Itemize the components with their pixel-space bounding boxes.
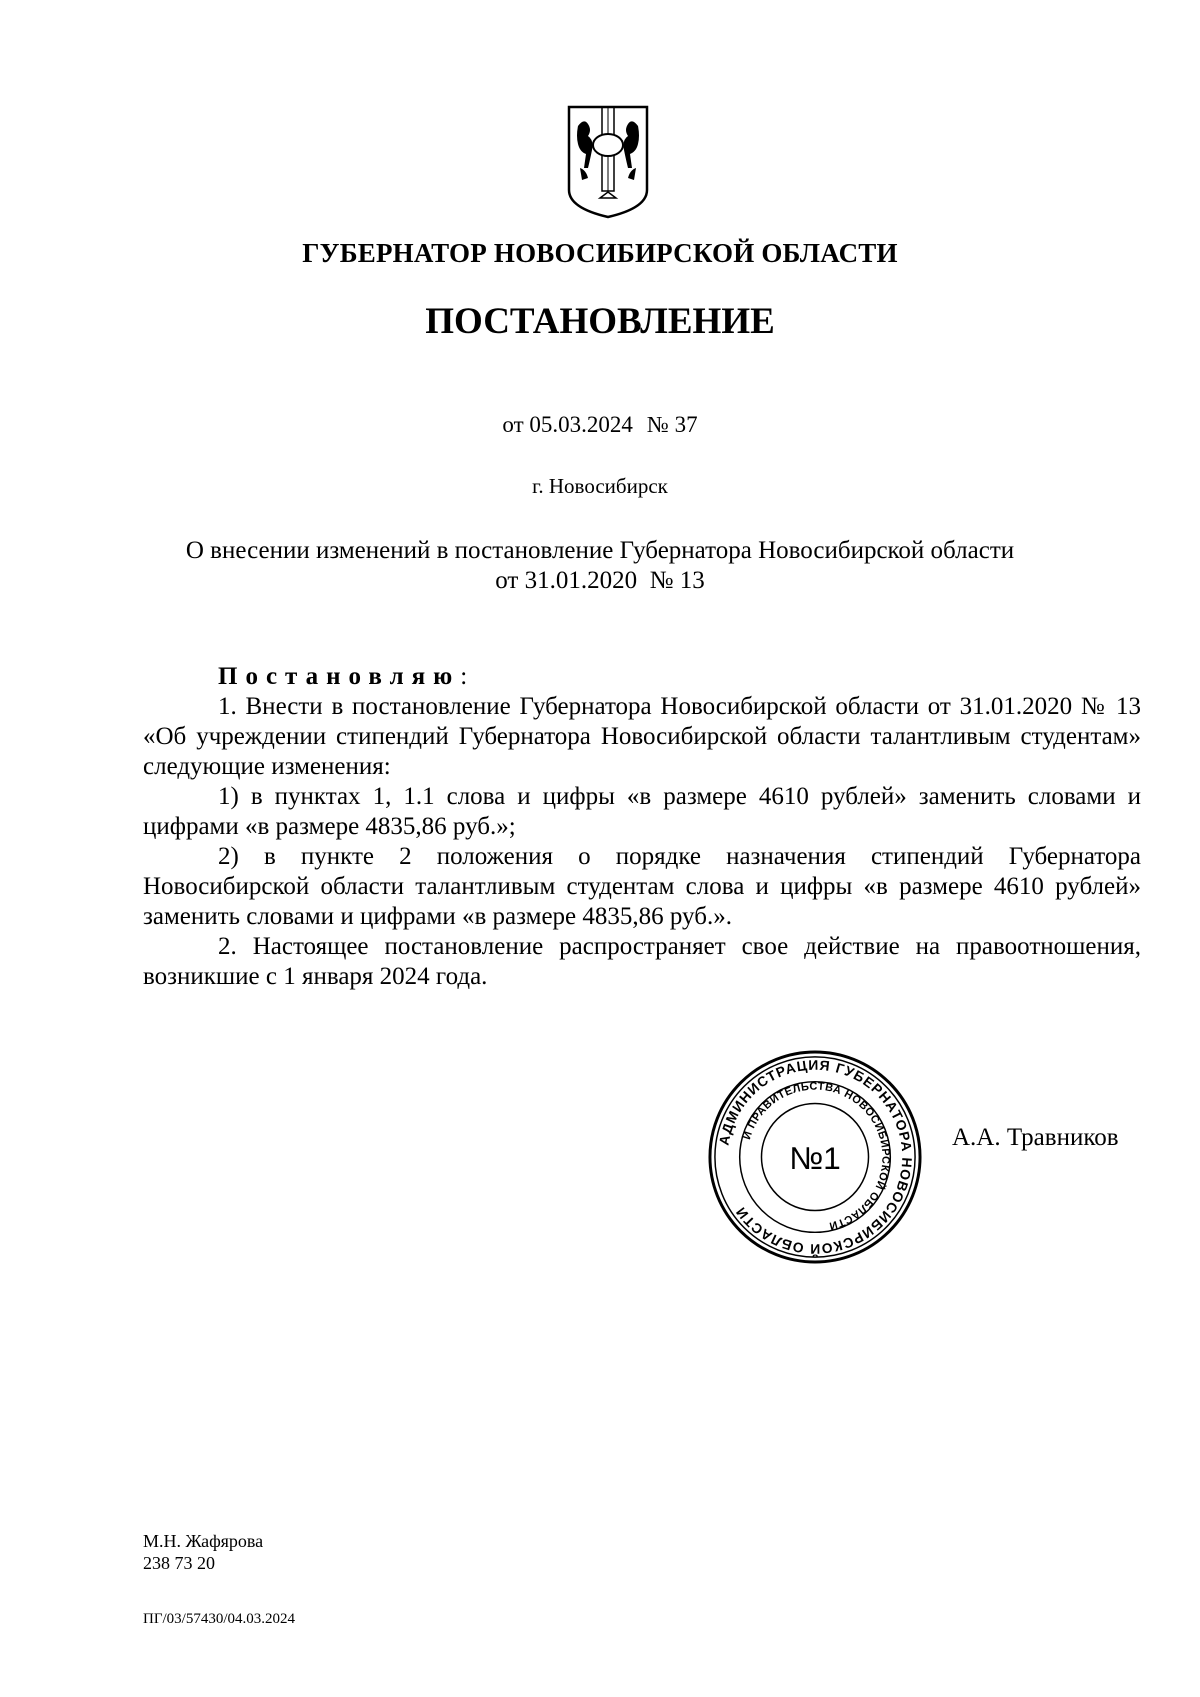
- coat-of-arms-emblem: [566, 104, 650, 220]
- paragraph-1-2: 2) в пункте 2 положения о порядке назначения стипендий Губернатора Новосибирской области талантливым студентам слова и цифры «в размере 4610 рублей» заменить словами и цифрами «в размере 4835,86 руб.».: [143, 843, 1141, 930]
- signer-name: А.А. Травников: [952, 1124, 1119, 1151]
- paragraph-2: 2. Настоящее постановление распространяет свое действие на правоотношения, возникшие с 1 января 2024 года.: [143, 933, 1141, 990]
- resolution-lead-word: Постановляю: [218, 663, 461, 690]
- document-city: г. Новосибирск: [532, 474, 668, 498]
- resolution-lead-colon: :: [460, 663, 468, 690]
- official-seal-stamp: [706, 1048, 924, 1266]
- document-date-number: [0, 412, 1200, 438]
- subject-line-2: от 31.01.2020 № 13: [495, 567, 705, 594]
- executor-name: М.Н. Жафярова: [143, 1531, 264, 1551]
- seal-number: №1: [789, 1139, 841, 1176]
- document-type: ПОСТАНОВЛЕНИЕ: [425, 301, 775, 342]
- registration-number: ПГ/03/57430/04.03.2024: [143, 1611, 296, 1627]
- seal-outer-text: АДМИНИСТРАЦИЯ ГУБЕРНАТОРА НОВОСИБИРСКОЙ ОБЛАСТИ: [715, 1056, 916, 1258]
- document-subject: [0, 536, 1200, 596]
- executor-phone: 238 73 20: [143, 1553, 215, 1573]
- document-number: № 37: [646, 412, 698, 437]
- document-date: от 05.03.2024: [502, 412, 633, 437]
- document-body: [143, 662, 1141, 992]
- paragraph-1-1: 1) в пунктах 1, 1.1 слова и цифры «в размере 4610 рублей» заменить словами и цифрами «в размере 4835,86 руб.»;: [143, 783, 1141, 840]
- executor-block: [143, 1530, 263, 1574]
- subject-line-1: О внесении изменений в постановление Губернатора Новосибирской области: [185, 537, 1015, 564]
- issuing-authority: ГУБЕРНАТОР НОВОСИБИРСКОЙ ОБЛАСТИ: [302, 238, 898, 268]
- resolution-lead: [143, 662, 1141, 692]
- paragraph-1: 1. Внести в постановление Губернатора Новосибирской области от 31.01.2020 № 13 «Об учреждении стипендий Губернатора Новосибирской области талантливым студентам» следующие изменения:: [143, 693, 1141, 780]
- seal-inner-text: И ПРАВИТЕЛЬСТВА НОВОСИБИРСКОЙ ОБЛАСТИ: [741, 1080, 892, 1232]
